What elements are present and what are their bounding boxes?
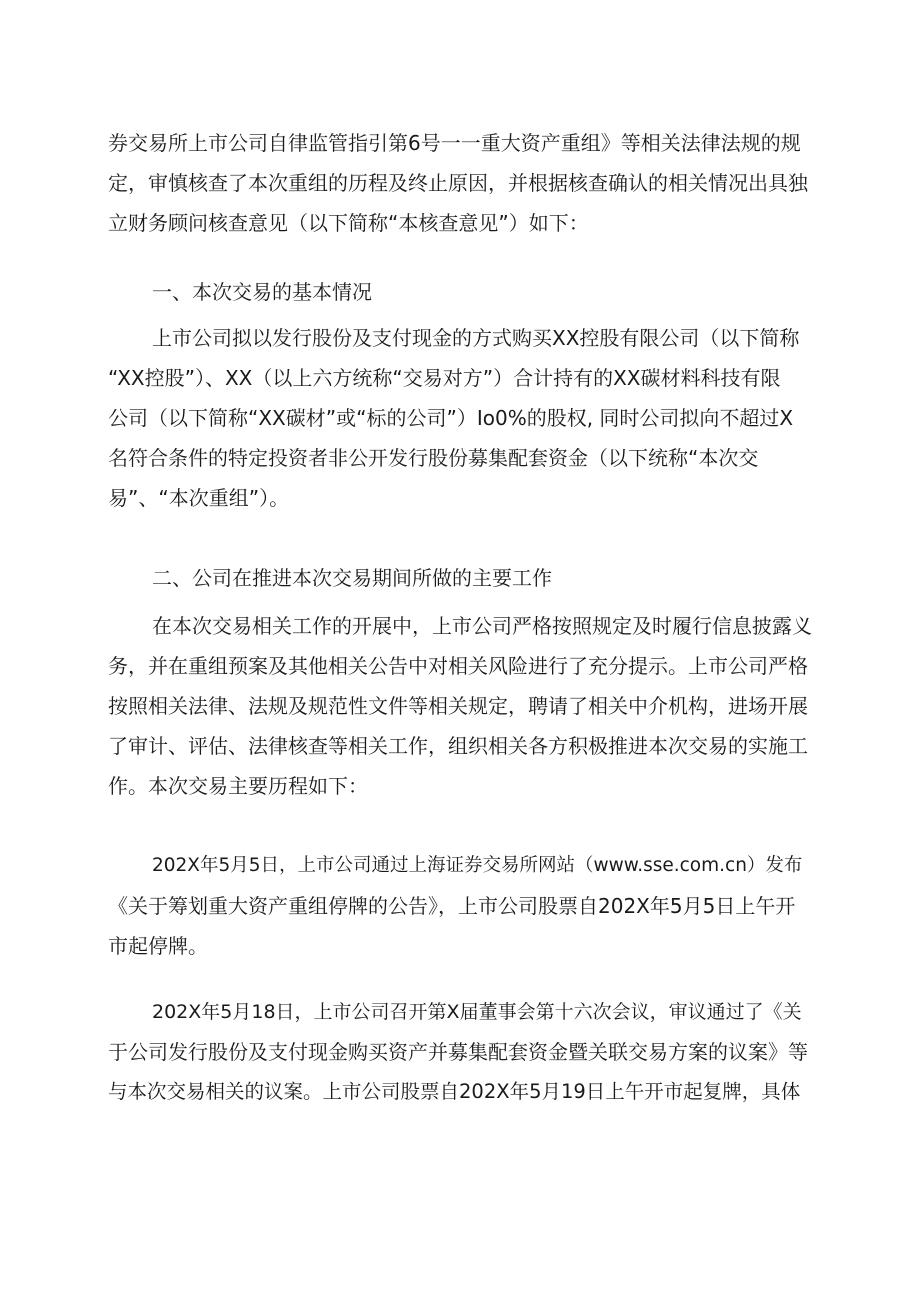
paragraph-legal-basis — [108, 123, 813, 243]
text-line: 市起停牌。 — [108, 934, 208, 958]
text-line: 公司（以下简称“XX碳材”或“标的公司”）Io0%的股权, 同时公司拟向不超过X — [108, 406, 794, 430]
text-line: 于公司发行股份及支付现金购买资产并募集配套资金暨关联交易方案的议案》等 — [108, 1040, 808, 1064]
paragraph-main-work — [108, 606, 813, 806]
text-line: 定，审慎核查了本次重组的历程及终止原因，并根据核查确认的相关情况出具独 — [108, 171, 808, 195]
text-line: 202X年5月5日，上市公司通过上海证券交易所网站（www.sse.com.cn）发布 — [152, 855, 803, 876]
text-line: 了审计、评估、法律核查等相关工作，组织相关各方积极推进本次交易的实施工 — [108, 734, 808, 758]
text-line: 在本次交易相关工作的开展中，上市公司严格按照规定及时履行信息披露义 — [152, 614, 812, 638]
text-line: 券交易所上市公司自律监管指引第6号一一重大资产重组》等相关法律法规的规 — [108, 131, 801, 155]
text-line: 按照相关法律、法规及规范性文件等相关规定，聘请了相关中介机构，进场开展 — [108, 694, 808, 718]
paragraph-board-meeting — [108, 992, 813, 1112]
text-line: 名符合条件的特定投资者非公开发行股份募集配套资金（以下统称“本次交 — [108, 446, 759, 470]
text-line: 易”、“本次重组”）。 — [108, 486, 290, 510]
text-line: 上市公司拟以发行股份及支付现金的方式购买XX控股有限公司（以下简称 — [152, 326, 800, 350]
section-heading-main-work: 二、公司在推进本次交易期间所做的主要工作 — [152, 566, 552, 590]
text-line: 202X年5月18日，上市公司召开第X届董事会第十六次会议，审议通过了《关 — [152, 1001, 802, 1023]
text-line: 《关于筹划重大资产重组停牌的公告》，上市公司股票自202X年5月5日上午开 — [108, 894, 796, 918]
text-line: “XX控股”）、XX（以上六方统称“交易对方”）合计持有的XX碳材料科技有限 — [108, 366, 781, 390]
section-heading-basic-info: 一、本次交易的基本情况 — [152, 280, 372, 304]
paragraph-transaction-basics — [108, 318, 813, 518]
text-line: 与本次交易相关的议案。上市公司股票自202X年5月19日上午开市起复牌，具体 — [108, 1080, 801, 1103]
paragraph-suspension — [108, 846, 813, 966]
text-line: 立财务顾问核查意见（以下简称“本核查意见”）如下： — [108, 211, 589, 235]
text-line: 作。本次交易主要历程如下： — [108, 774, 368, 798]
text-line: 务，并在重组预案及其他相关公告中对相关风险进行了充分提示。上市公司严格 — [108, 654, 808, 678]
